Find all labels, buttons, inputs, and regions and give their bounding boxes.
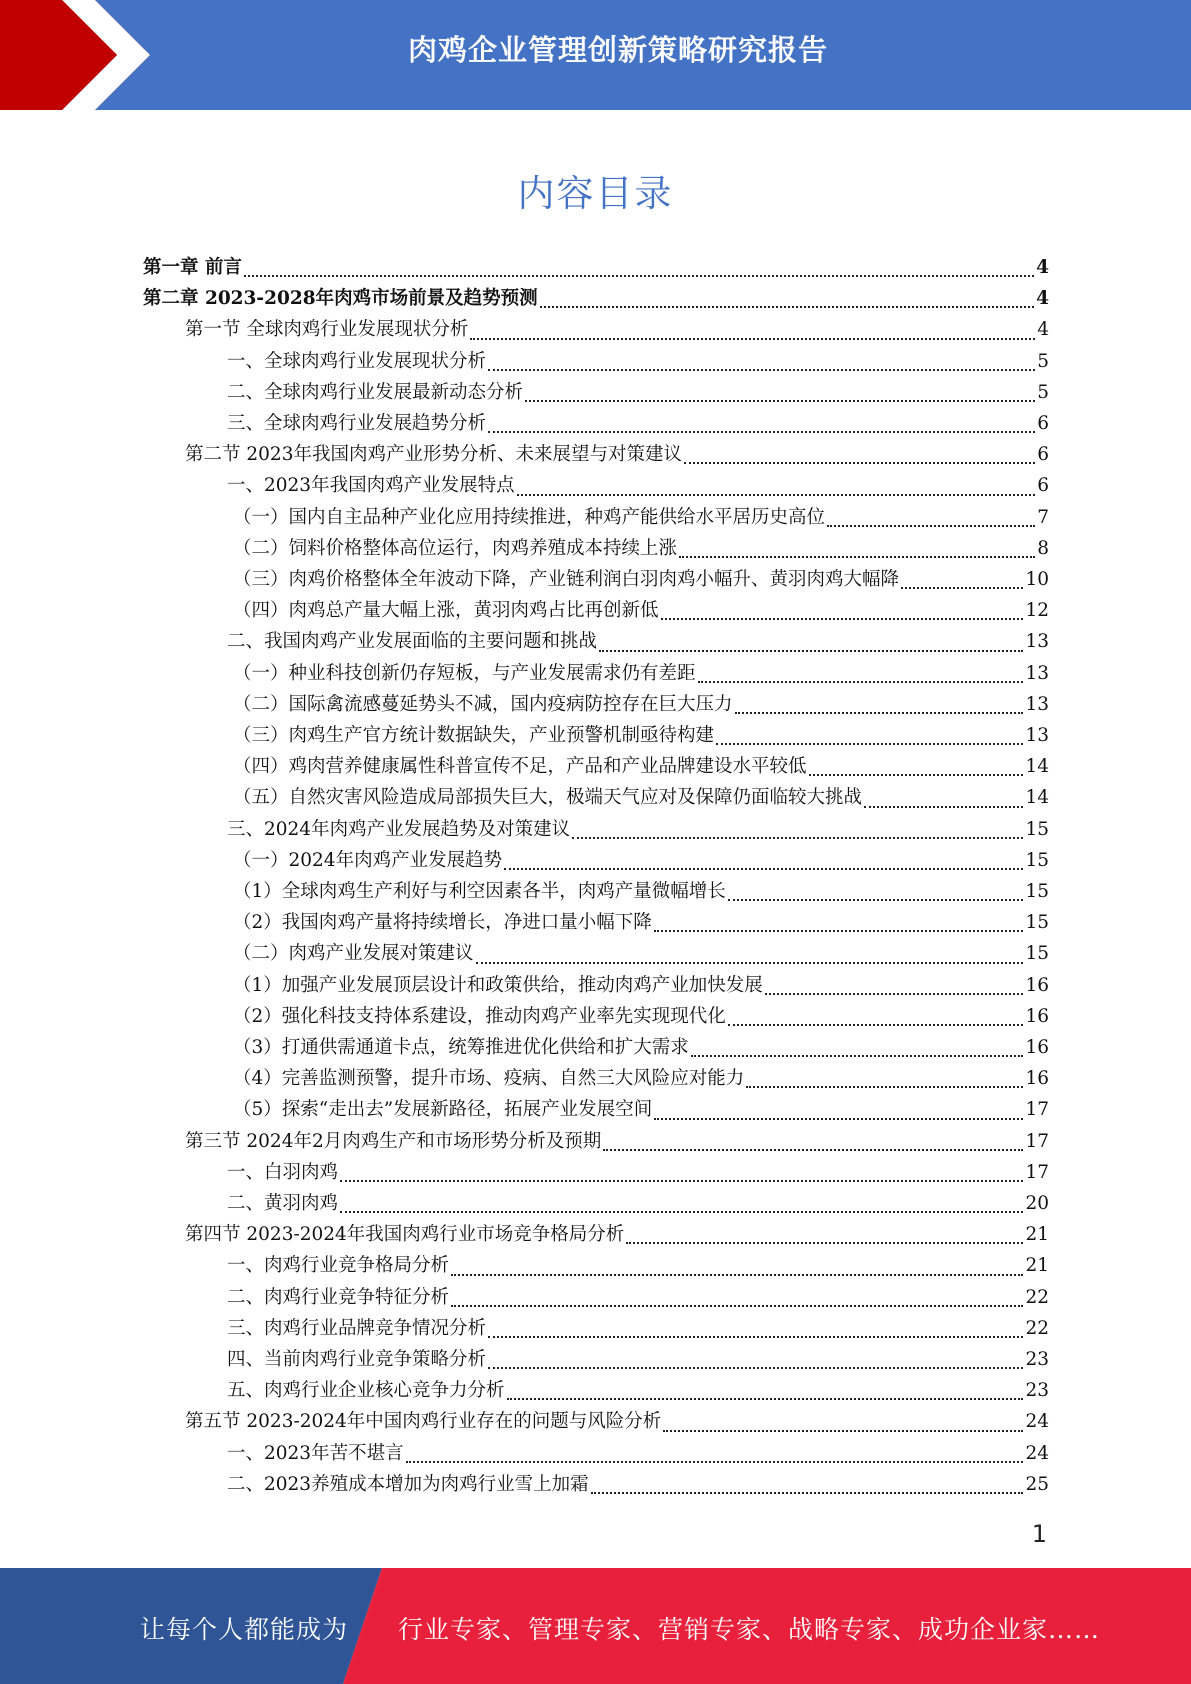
toc-entry-title: （4）完善监测预警，提升市场、疫病、自然三大风险应对能力 xyxy=(233,1068,745,1090)
toc-entry-title: 二、肉鸡行业竞争特征分析 xyxy=(227,1286,450,1308)
toc-entry[interactable] xyxy=(185,315,1049,346)
toc-entry-title: （二）肉鸡产业发展对策建议 xyxy=(233,943,474,965)
toc-dot-leader xyxy=(591,1492,1024,1494)
toc-entry[interactable] xyxy=(227,627,1049,658)
toc-dot-leader xyxy=(525,400,1035,402)
toc-entry-title: 二、全球肉鸡行业发展最新动态分析 xyxy=(227,381,524,403)
toc-entry-title: 一、全球肉鸡行业发展现状分析 xyxy=(227,350,487,372)
toc-entry-page: 6 xyxy=(1037,475,1049,497)
toc-entry[interactable] xyxy=(227,1439,1049,1470)
toc-entry[interactable] xyxy=(227,1158,1049,1189)
toc-entry-page: 5 xyxy=(1037,350,1049,372)
toc-entry-title: （三）肉鸡价格整体全年波动下降，产业链利润白羽肉鸡小幅升、黄羽肉鸡大幅降 xyxy=(233,569,900,590)
toc-entry[interactable] xyxy=(233,1064,1049,1095)
toc-dot-leader xyxy=(406,1461,1024,1463)
toc-entry-title: （二）国际禽流感蔓延势头不减，国内疫病防控存在巨大压力 xyxy=(233,693,733,715)
toc-entry[interactable] xyxy=(227,1376,1049,1407)
toc-entry-page: 7 xyxy=(1037,506,1049,528)
toc-entry-page: 24 xyxy=(1025,1442,1049,1464)
toc-entry-title: （3）打通供需通道卡点，统筹推进优化供给和扩大需求 xyxy=(233,1037,689,1058)
toc-entry[interactable] xyxy=(227,347,1049,378)
toc-dot-leader xyxy=(679,556,1035,558)
toc-entry-page: 15 xyxy=(1025,849,1049,871)
toc-entry-page: 13 xyxy=(1025,631,1049,653)
toc-entry-title: （5）探索“走出去”发展新路径，拓展产业发展空间 xyxy=(233,1099,653,1121)
toc-entry-page: 21 xyxy=(1025,1255,1049,1277)
toc-entry-page: 6 xyxy=(1037,444,1049,466)
toc-dot-leader xyxy=(691,1055,1024,1057)
toc-entry-page: 20 xyxy=(1025,1193,1049,1214)
toc-entry-title: （一）种业科技创新仍存短板，与产业发展需求仍有差距 xyxy=(233,662,696,684)
toc-entry-title: 三、全球肉鸡行业发展趋势分析 xyxy=(227,413,487,434)
toc-entry[interactable] xyxy=(185,1220,1049,1251)
toc-entry-title: 第二节 2023年我国肉鸡产业形势分析、未来展望与对策建议 xyxy=(185,444,682,466)
toc-entry[interactable] xyxy=(233,908,1049,939)
toc-entry[interactable] xyxy=(233,1033,1049,1064)
toc-entry-title: （二）饲料价格整体高位运行，肉鸡养殖成本持续上涨 xyxy=(233,537,678,559)
toc-entry-title: （五）自然灾害风险造成局部损失巨大，极端天气应对及保障仍面临较大挑战 xyxy=(233,787,863,809)
toc-entry-page: 16 xyxy=(1025,974,1049,996)
toc-dot-leader xyxy=(663,1430,1023,1432)
toc-entry[interactable] xyxy=(233,783,1049,814)
toc-entry-title: 二、我国肉鸡产业发展面临的主要问题和挑战 xyxy=(227,631,598,653)
toc-entry-title: 三、2024年肉鸡产业发展趋势及对策建议 xyxy=(227,818,571,840)
toc-entry-page: 17 xyxy=(1025,1099,1049,1121)
toc-dot-leader xyxy=(504,868,1023,870)
toc-dot-leader xyxy=(451,1274,1023,1276)
toc-entry-title: 第五节 2023-2024年中国肉鸡行业存在的问题与风险分析 xyxy=(185,1411,662,1433)
toc-entry-page: 12 xyxy=(1025,600,1049,622)
toc-dot-leader xyxy=(572,837,1023,839)
toc-entry-page: 17 xyxy=(1025,1130,1049,1152)
toc-entry[interactable] xyxy=(233,846,1049,877)
toc-entry-title: （1）加强产业发展顶层设计和政策供给，推动肉鸡产业加快发展 xyxy=(233,974,763,996)
toc-entry[interactable] xyxy=(227,378,1049,409)
toc-entry-page: 13 xyxy=(1025,662,1049,684)
toc-entry-title: 第二章 2023-2028年肉鸡市场前景及趋势预测 xyxy=(143,288,538,310)
toc-entry[interactable] xyxy=(233,565,1049,596)
toc-entry-title: 第一章 前言 xyxy=(143,257,242,278)
toc-entry-page: 15 xyxy=(1025,881,1049,902)
toc-entry-page: 4 xyxy=(1036,288,1049,310)
toc-entry-title: 五、肉鸡行业企业核心竞争力分析 xyxy=(227,1380,505,1402)
toc-entry[interactable] xyxy=(227,1470,1049,1501)
toc-entry-page: 14 xyxy=(1025,756,1049,778)
toc-entry-page: 8 xyxy=(1037,537,1049,559)
toc-dot-leader xyxy=(716,743,1023,745)
toc-entry-title: 一、肉鸡行业竞争格局分析 xyxy=(227,1255,450,1277)
toc-dot-leader xyxy=(451,1305,1023,1307)
toc-dot-leader xyxy=(654,1118,1023,1120)
toc-dot-leader xyxy=(809,774,1024,776)
toc-entry-page: 15 xyxy=(1025,818,1049,840)
toc-entry[interactable] xyxy=(233,939,1049,970)
toc-dot-leader xyxy=(765,993,1024,995)
toc-entry[interactable] xyxy=(233,752,1049,783)
toc-entry-title: （2）强化科技支持体系建设，推动肉鸡产业率先实现现代化 xyxy=(233,1005,726,1027)
toc-dot-leader xyxy=(728,1024,1024,1026)
toc-entry-title: （三）肉鸡生产官方统计数据缺失，产业预警机制亟待构建 xyxy=(233,725,715,746)
toc-entry-page: 5 xyxy=(1037,381,1049,403)
toc-entry[interactable] xyxy=(185,1407,1049,1438)
toc-dot-leader xyxy=(626,1242,1023,1244)
toc-dot-leader xyxy=(517,494,1036,496)
toc-entry[interactable] xyxy=(233,1002,1049,1033)
toc-dot-leader xyxy=(728,899,1024,901)
toc-entry-page: 15 xyxy=(1025,912,1049,934)
toc-entry-title: （一）国内自主品种产业化应用持续推进，种鸡产能供给水平居历史高位 xyxy=(233,506,826,528)
toc-entry-page: 23 xyxy=(1025,1349,1049,1370)
toc-entry[interactable] xyxy=(233,659,1049,690)
toc-entry-title: 一、白羽肉鸡 xyxy=(227,1161,339,1183)
toc-entry-title: 一、2023年我国肉鸡产业发展特点 xyxy=(227,475,515,497)
toc-entry[interactable] xyxy=(233,596,1049,627)
toc-dot-leader xyxy=(698,681,1024,683)
toc-entry-title: （一）2024年肉鸡产业发展趋势 xyxy=(233,849,503,871)
toc-entry-page: 14 xyxy=(1025,787,1049,809)
toc-entry-title: （四）鸡肉营养健康属性科普宣传不足，产品和产业品牌建设水平较低 xyxy=(233,756,807,778)
report-title: 肉鸡企业管理创新策略研究报告 xyxy=(407,33,828,67)
toc-dot-leader xyxy=(654,930,1024,932)
toc-entry[interactable] xyxy=(227,1251,1049,1282)
toc-entry-title: （四）肉鸡总产量大幅上涨，黄羽肉鸡占比再创新低 xyxy=(233,600,659,622)
toc-entry-title: 第一节 全球肉鸡行业发展现状分析 xyxy=(185,319,469,341)
report-header xyxy=(0,0,1191,110)
report-footer xyxy=(0,1568,1191,1684)
toc-entry-page: 4 xyxy=(1037,319,1049,341)
toc-heading: 内容目录 xyxy=(517,172,674,215)
toc-entry-page: 10 xyxy=(1025,569,1049,590)
toc-entry-page: 16 xyxy=(1025,1037,1049,1058)
toc-dot-leader xyxy=(540,306,1035,308)
toc-dot-leader xyxy=(340,1180,1023,1182)
toc-dot-leader xyxy=(507,1398,1024,1400)
toc-entry-page: 4 xyxy=(1036,257,1049,278)
toc-dot-leader xyxy=(476,962,1024,964)
toc-entry-title: 二、黄羽肉鸡 xyxy=(227,1193,339,1214)
toc-entry[interactable] xyxy=(185,1127,1049,1158)
toc-entry[interactable] xyxy=(227,1189,1049,1220)
footer-slogan-left: 让每个人都能成为 xyxy=(140,1615,349,1644)
toc-entry-page: 15 xyxy=(1025,943,1049,965)
footer-slogan-right: 行业专家、管理专家、营销专家、战略专家、成功企业家…… xyxy=(398,1615,1101,1644)
toc-dot-leader xyxy=(735,712,1024,714)
toc-dot-leader xyxy=(488,369,1035,371)
toc-entry-title: 第四节 2023-2024年我国肉鸡行业市场竞争格局分析 xyxy=(185,1224,625,1246)
toc-entry-page: 16 xyxy=(1025,1068,1049,1090)
toc-entry[interactable] xyxy=(233,971,1049,1002)
toc-entry[interactable] xyxy=(143,253,1049,284)
toc-dot-leader xyxy=(746,1086,1023,1088)
toc-entry[interactable] xyxy=(233,534,1049,565)
toc-entry-title: 一、2023年苦不堪言 xyxy=(227,1442,404,1464)
toc-entry[interactable] xyxy=(227,1314,1049,1345)
toc-entry[interactable] xyxy=(227,471,1049,502)
toc-entry-page: 22 xyxy=(1025,1286,1049,1308)
toc-entry[interactable] xyxy=(227,815,1049,846)
toc-dot-leader xyxy=(661,618,1024,620)
toc-entry-title: 第三节 2024年2月肉鸡生产和市场形势分析及预期 xyxy=(185,1130,602,1152)
toc-entry-page: 13 xyxy=(1025,725,1049,746)
toc-entry-title: 四、当前肉鸡行业竞争策略分析 xyxy=(227,1349,487,1370)
toc-dot-leader xyxy=(827,525,1035,527)
toc-entry-page: 6 xyxy=(1037,413,1049,434)
toc-dot-leader xyxy=(603,1149,1023,1151)
toc-dot-leader xyxy=(488,1367,1023,1369)
toc-dot-leader xyxy=(684,462,1035,464)
toc-entry[interactable] xyxy=(233,503,1049,534)
toc-entry-page: 24 xyxy=(1025,1411,1049,1433)
toc-dot-leader xyxy=(470,338,1035,340)
toc-dot-leader xyxy=(901,587,1023,589)
toc-entry-page: 17 xyxy=(1025,1161,1049,1183)
toc-dot-leader xyxy=(864,806,1023,808)
toc-dot-leader xyxy=(488,1336,1023,1338)
toc-entry-page: 13 xyxy=(1025,693,1049,715)
toc-dot-leader xyxy=(599,650,1023,652)
toc-entry[interactable] xyxy=(143,284,1049,315)
toc-entry-title: 三、肉鸡行业品牌竞争情况分析 xyxy=(227,1317,487,1339)
toc-entry-page: 23 xyxy=(1025,1380,1049,1402)
toc-entry[interactable] xyxy=(233,1095,1049,1126)
toc-dot-leader xyxy=(488,431,1035,433)
toc-dot-leader xyxy=(340,1211,1023,1213)
toc-entry-page: 21 xyxy=(1025,1224,1049,1246)
toc-entry[interactable] xyxy=(227,409,1049,440)
toc-entry[interactable] xyxy=(227,1345,1049,1376)
toc-entry-page: 16 xyxy=(1025,1005,1049,1027)
toc-entry[interactable] xyxy=(227,1283,1049,1314)
toc-entry[interactable] xyxy=(233,721,1049,752)
toc-entry-page: 25 xyxy=(1025,1473,1049,1495)
toc-dot-leader xyxy=(244,275,1034,277)
toc-entry[interactable] xyxy=(233,690,1049,721)
page-number: 1 xyxy=(1031,1520,1047,1548)
toc-entry-page: 22 xyxy=(1025,1317,1049,1339)
toc-entry-title: 二、2023养殖成本增加为肉鸡行业雪上加霜 xyxy=(227,1473,589,1495)
toc-entry[interactable] xyxy=(233,877,1049,908)
toc-entry-title: （1）全球肉鸡生产利好与利空因素各半，肉鸡产量微幅增长 xyxy=(233,881,726,902)
toc-entry[interactable] xyxy=(185,440,1049,471)
toc-entry-title: （2）我国肉鸡产量将持续增长，净进口量小幅下降 xyxy=(233,912,652,934)
